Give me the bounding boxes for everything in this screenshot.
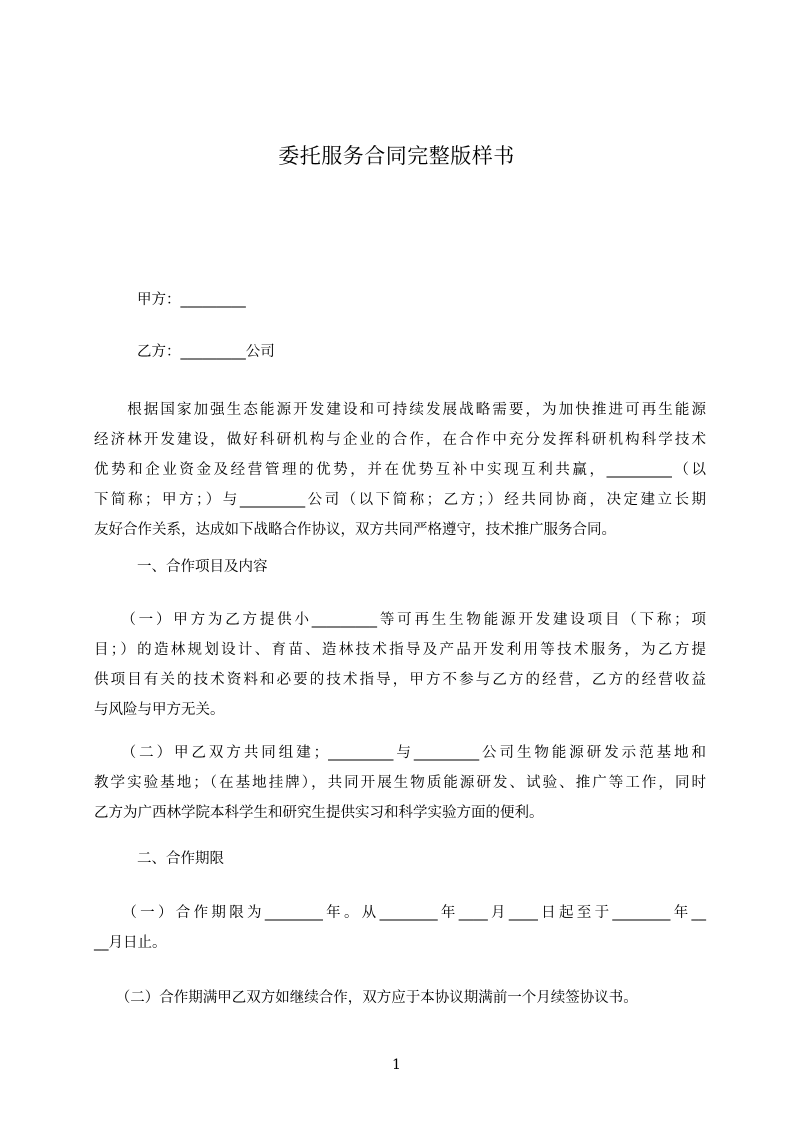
page-number: 1 [392, 1057, 401, 1073]
paragraph-line: 优势和企业资金及经营管理的优势，并在优势互补中实现互利共赢，_________（以 [94, 462, 706, 478]
document-title: 委托服务合同完整版样书 [278, 144, 515, 168]
section-1-item-1 [94, 605, 706, 725]
section-2-item-2 [94, 983, 706, 1013]
section-1-heading: 一、合作项目及内容 [137, 559, 268, 575]
party-b-line: 乙方：_________公司 [137, 344, 275, 360]
paragraph-line: 与风险与甲方无关。 [94, 702, 225, 718]
paragraph-line: 供项目有关的技术资料和必要的技术指导，甲方不参与乙方的经营，乙方的经营收益 [94, 672, 706, 688]
section-2-heading: 二、合作期限 [137, 851, 224, 867]
paragraph-line: 下简称；甲方；）与_________公司（以下简称；乙方；）经共同协商，决定建立长期 [94, 492, 706, 508]
paragraph-line: 教学实验基地；（在基地挂牌），共同开展生物质能源研发、试验、推广等工作，同时 [94, 775, 706, 791]
paragraph-line: （二）合作期满甲乙双方如继续合作，双方应于本协议期满前一个月续签协议书。 [94, 990, 638, 1006]
paragraph-line: 经济林开发建设，做好科研机构与企业的合作，在合作中充分发挥科研机构科学技术 [94, 432, 706, 448]
section-2-item-1 [94, 898, 706, 958]
paragraph-line: 根据国家加强生态能源开发建设和可持续发展战略需要，为加快推进可再生能源 [94, 402, 706, 418]
paragraph-line: 乙方为广西林学院本科学生和研究生提供实习和科学实验方面的便利。 [94, 805, 544, 821]
paragraph-line: __月日止。 [94, 935, 167, 951]
paragraph-line: 目；）的造林规划设计、育苗、造林技术指导及产品开发利用等技术服务，为乙方提 [94, 642, 706, 658]
paragraph-line: （二）甲乙双方共同组建；_________与_________公司生物能源研发示范基地和 [94, 745, 706, 761]
section-1-item-2 [94, 738, 706, 828]
preamble-paragraph [94, 395, 706, 545]
paragraph-line: 友好合作关系，达成如下战略合作协议，双方共同严格遵守，技术推广服务合同。 [94, 522, 616, 538]
paragraph-line: （一）甲方为乙方提供小_________等可再生生物能源开发建设项目（下称；项 [94, 612, 706, 628]
paragraph-line: （一）合作期限为________年。从________年____月____日起至于________年__ [94, 905, 706, 921]
party-a-line: 甲方：_________ [137, 292, 246, 308]
